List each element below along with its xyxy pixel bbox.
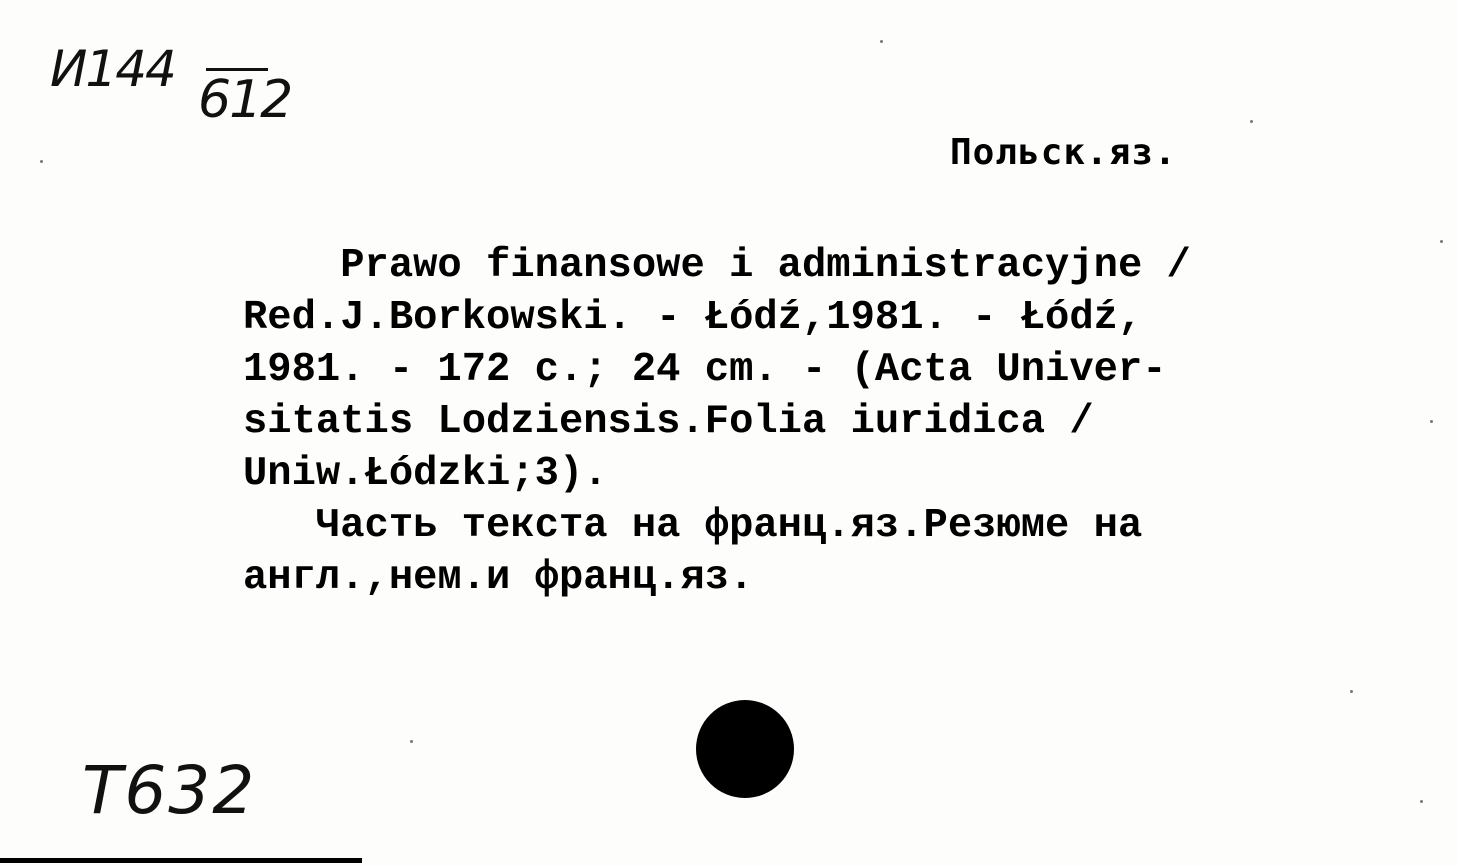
- scan-speck: [40, 160, 43, 163]
- subject-heading: Польск.яз.: [950, 132, 1177, 173]
- entry-line: sitatis Lodziensis.Folia iuridica /: [243, 399, 1094, 445]
- shelfmark-main: И144: [50, 40, 175, 98]
- card-bottom-edge: [0, 858, 362, 863]
- scan-speck: [1440, 240, 1443, 243]
- inventory-number: T632: [82, 752, 257, 829]
- scan-speck: [1350, 690, 1353, 693]
- scan-speck: [1420, 800, 1423, 803]
- entry-line: Prawo finansowe i administracyjne /: [243, 243, 1191, 289]
- shelfmark-sub: 612: [198, 70, 292, 130]
- scan-speck: [1430, 420, 1433, 423]
- entry-line: Red.J.Borkowski. - Łódź,1981. - Łódź,: [243, 295, 1143, 341]
- scan-speck: [410, 740, 413, 743]
- bibliographic-entry: [243, 240, 1423, 604]
- entry-line: Часть текста на франц.яз.Резюме на: [243, 503, 1143, 549]
- entry-line: 1981. - 172 c.; 24 cm. - (Acta Univer-: [243, 347, 1167, 393]
- scan-speck: [1250, 120, 1253, 123]
- entry-line: англ.,нем.и франц.яз.: [243, 555, 754, 601]
- scan-speck: [880, 40, 883, 43]
- entry-line: Uniw.Łódzki;3).: [243, 451, 608, 497]
- punch-hole: [696, 700, 794, 798]
